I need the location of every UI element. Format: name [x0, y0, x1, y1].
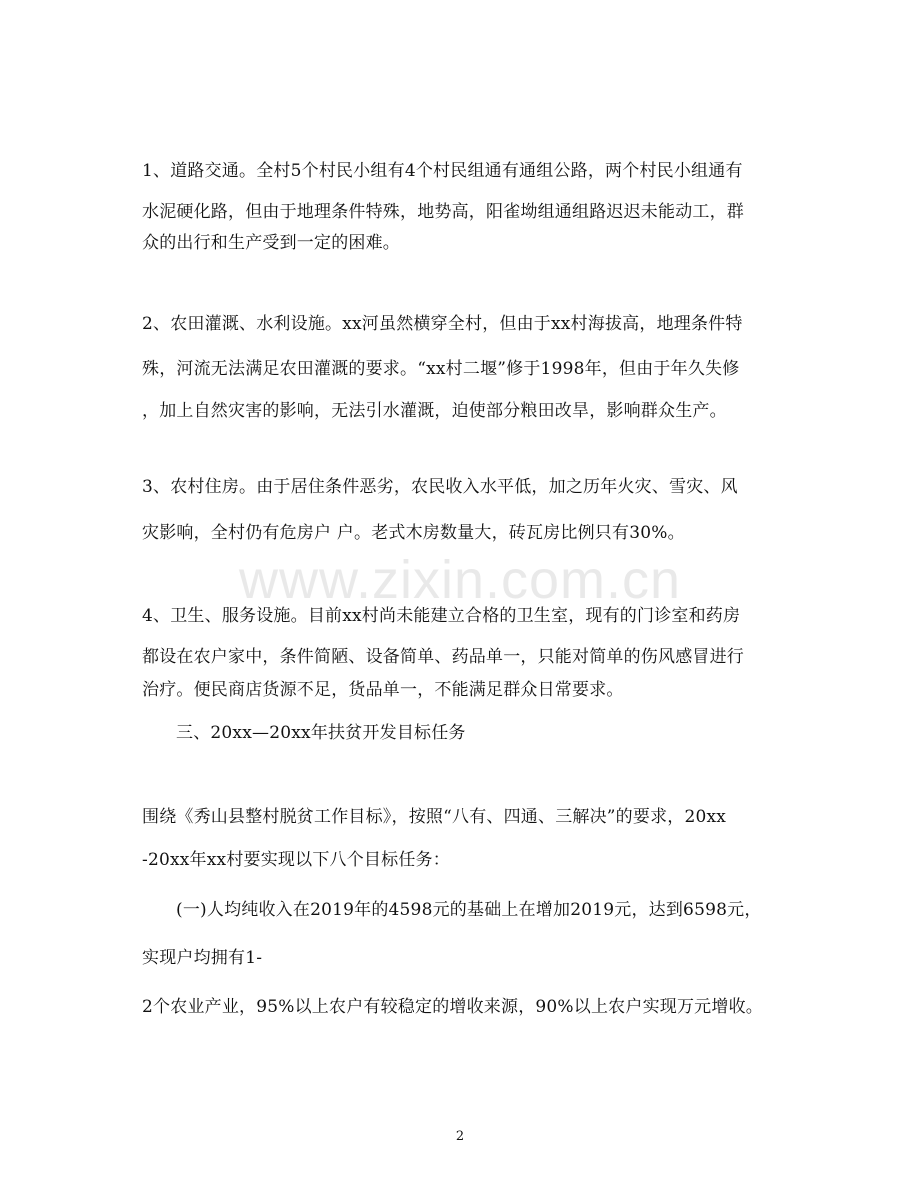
paragraph-4-line-2: 都设在农户家中，条件简陋、设备简单、药品单一，只能对简单的伤风感冒进行 [142, 647, 744, 667]
paragraph-1-line-1: 1、道路交通。全村5个村民小组有4个村民组通有通组公路，两个村民小组通有 [142, 161, 743, 181]
paragraph-6-line-3: 2个农业产业，95%以上农户有较稳定的增收来源，90%以上农户实现万元增收。 [142, 997, 763, 1017]
paragraph-2-line-1: 2、农田灌溉、水利设施。xx河虽然横穿全村，但由于xx村海拔高，地理条件特 [142, 314, 743, 334]
paragraph-6-line-2: 实现户均拥有1- [142, 948, 263, 968]
paragraph-4-line-1: 4、卫生、服务设施。目前xx村尚未能建立合格的卫生室，现有的门诊室和药房 [142, 606, 741, 626]
paragraph-5-line-1: 围绕《秀山县整村脱贫工作目标》，按照“八有、四通、三解决”的要求，20xx [142, 807, 727, 827]
paragraph-2-line-3: ，加上自然灾害的影响，无法引水灌溉，迫使部分粮田改旱，影响群众生产。 [142, 401, 727, 421]
paragraph-1-line-2: 水泥硬化路，但由于地理条件特殊，地势高，阳雀坳组通组路迟迟未能动工，群 [142, 202, 744, 222]
paragraph-3-line-2: 灾影响，全村仍有危房户 户。老式木房数量大，砖瓦房比例只有30%。 [142, 523, 685, 543]
paragraph-3-line-1: 3、农村住房。由于居住条件恶劣，农民收入水平低，加之历年火灾、雪灾、风 [142, 477, 738, 497]
watermark: www.zixin.com.cn [238, 550, 682, 610]
paragraph-1-line-3: 众的出行和生产受到一定的困难。 [142, 233, 400, 253]
paragraph-5-line-2: -20xx年xx村要实现以下八个目标任务： [142, 850, 450, 870]
page-number: 2 [455, 1129, 465, 1144]
paragraph-2-line-2: 殊，河流无法满足农田灌溉的要求。“xx村二堰”修于1998年，但由于年久失修 [142, 359, 740, 379]
section-heading: 三、20xx—20xx年扶贫开发目标任务 [176, 723, 466, 743]
paragraph-6-line-1: (一)人均纯收入在2019年的4598元的基础上在增加2019元，达到6598元， [176, 900, 762, 920]
paragraph-4-line-3: 治疗。便民商店货源不足，货品单一，不能满足群众日常要求。 [142, 680, 624, 700]
